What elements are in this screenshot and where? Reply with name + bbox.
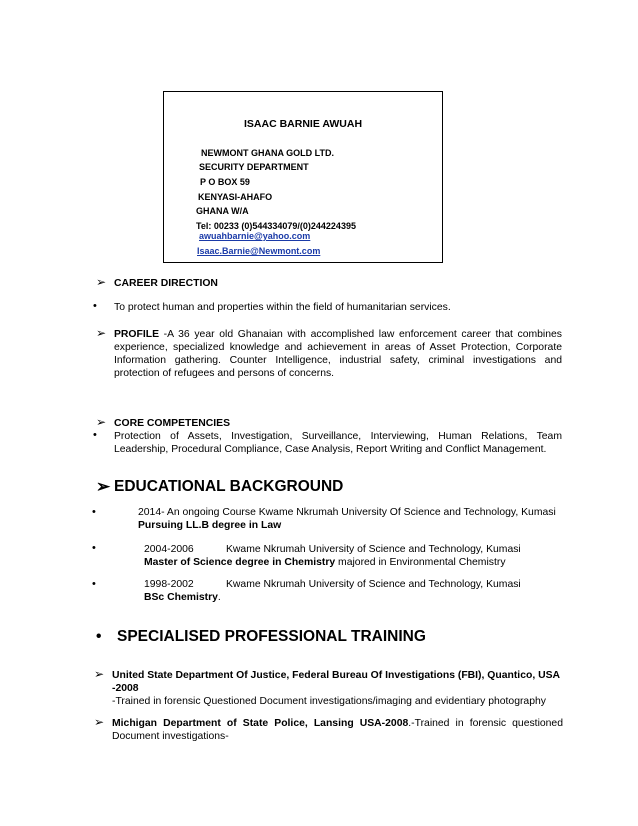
email-yahoo-link[interactable]: awuahbarnie@yahoo.com: [199, 231, 311, 241]
profile-label: PROFILE: [114, 329, 160, 340]
company-name: NEWMONT GHANA GOLD LTD.: [201, 148, 334, 158]
education-item-3-suffix: .: [217, 592, 221, 603]
profile-paragraph: [114, 328, 562, 380]
training-item-1-text: -Trained in forensic Questioned Document investigations/imaging and evidentiary photography: [112, 696, 546, 707]
email-newmont-link[interactable]: Isaac.Barnie@Newmont.com: [197, 246, 321, 256]
po-box: P O BOX 59: [200, 177, 250, 187]
candidate-name: ISAAC BARNIE AWUAH: [244, 118, 363, 130]
education-item-1-degree: Pursuing LL.B degree in Law: [138, 520, 282, 531]
training-item-2-paragraph: [112, 717, 563, 743]
bullet-icon: •: [92, 506, 96, 518]
town: KENYASI-AHAFO: [198, 192, 273, 202]
education-item-2-school: Kwame Nkrumah University of Science and Technology, Kumasi: [226, 544, 521, 555]
education-item-2-suffix: majored in Environmental Chemistry: [335, 557, 506, 568]
education-item-3-degree: BSc Chemistry: [144, 592, 218, 603]
arrow-bullet-icon: ➢: [96, 326, 107, 340]
education-item-1-line: 2014- An ongoing Course Kwame Nkrumah University Of Science and Technology, Kumasi: [138, 507, 556, 518]
training-item-2-title: Michigan Department of State Police, Lansing USA-2008: [112, 718, 409, 729]
education-item-3-degree-line: [144, 591, 221, 604]
career-direction-heading: CAREER DIRECTION: [114, 278, 218, 289]
arrow-bullet-icon: ➢: [94, 715, 105, 729]
education-item-3-school: Kwame Nkrumah University of Science and Technology, Kumasi: [226, 579, 521, 590]
education-item-3-years: 1998-2002: [144, 579, 194, 590]
training-item-2-text: .-Trained in forensic questioned Document investigations-: [112, 718, 563, 742]
education-item-2-years: 2004-2006: [144, 544, 194, 555]
bullet-icon: •: [93, 300, 97, 312]
arrow-bullet-icon: ➢: [96, 275, 107, 289]
bullet-icon: •: [92, 578, 96, 590]
education-item-2-degree-line: [144, 556, 506, 569]
arrow-bullet-icon: ➢: [96, 415, 107, 429]
educational-background-heading: EDUCATIONAL BACKGROUND: [114, 478, 344, 495]
country: GHANA W/A: [196, 206, 249, 216]
training-heading: SPECIALISED PROFESSIONAL TRAINING: [117, 628, 426, 645]
arrow-bullet-icon: ➢: [94, 667, 105, 681]
telephone: Tel: 00233 (0)544334079/(0)244224395: [196, 221, 356, 231]
training-item-1-title: United State Department Of Justice, Federal Bureau Of Investigations (FBI), Quantico, USA -2008: [112, 670, 560, 694]
department: SECURITY DEPARTMENT: [199, 162, 309, 172]
core-competencies-heading: CORE COMPETENCIES: [114, 418, 231, 429]
core-competencies-text: Protection of Assets, Investigation, Surveillance, Interviewing, Human Relations, Team Leadership, Procedural Compliance, Case Analysis, Report Writing and Conflict Management.: [114, 431, 562, 455]
arrow-bullet-icon: ➢: [96, 477, 111, 496]
career-objective: To protect human and properties within the field of humanitarian services.: [114, 302, 451, 313]
bullet-icon: •: [93, 429, 97, 441]
bullet-icon: •: [92, 542, 96, 554]
education-item-2-degree: Master of Science degree in Chemistry: [144, 557, 336, 568]
bullet-icon: •: [96, 628, 102, 645]
profile-text: -A 36 year old Ghanaian with accomplished law enforcement career that combines experience, specialized knowledge and achievement in areas of Asset Protection, Corporate Information gathering. Counter Intelligence, industrial safety, criminal investigations and protection of refugees and persons of concerns.: [114, 329, 562, 379]
